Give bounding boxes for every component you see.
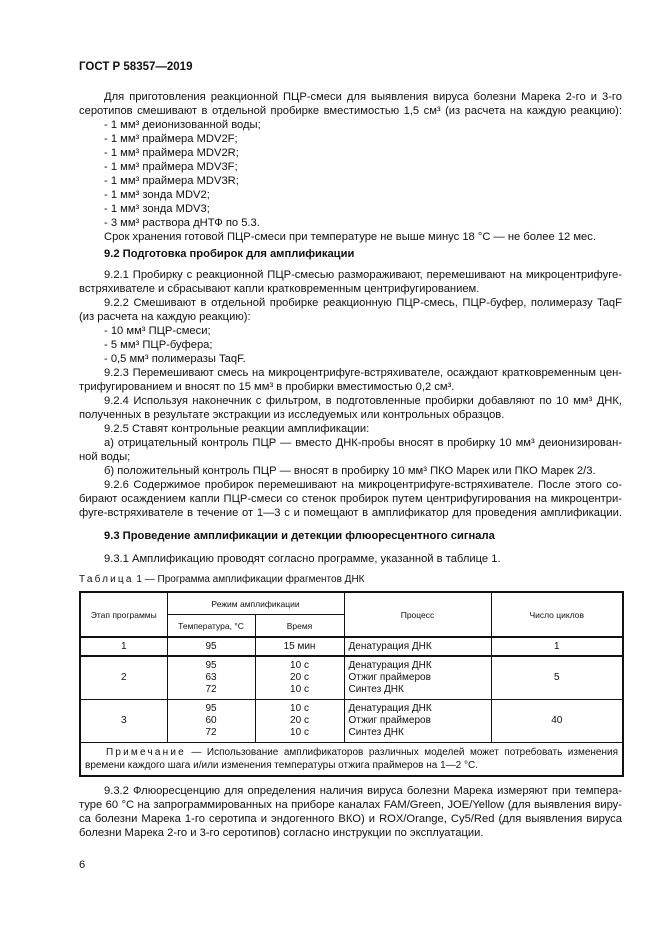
cell-process [344, 656, 491, 699]
text-line: Для приготовления реакционной ПЦР-смеси для выявления вируса болезни Марека 2-го и 3-го [104, 91, 622, 103]
temp-value: 60 [205, 714, 217, 726]
cell-cycles: 40 [491, 699, 623, 742]
header-process: Процесс [344, 592, 491, 637]
header-cycles: Число циклов [491, 592, 623, 637]
text-line: а) отрицательный контроль ПЦР — вместо ДНК-пробы вносят в пробирку 10 мм³ деионизирован- [104, 437, 622, 449]
cell-stage: 1 [80, 637, 167, 656]
cell-time [255, 699, 344, 742]
text-line: 9.2.1 Пробирку с реакционной ПЦР-смесью размораживают, перемешивают на микроцентрифуге- [104, 269, 622, 281]
list-item: - 1 мм³ деионизованной воды; [104, 119, 261, 131]
text-line: б) положительный контроль ПЦР — вносят в пробирку 10 мм³ ПКО Марек или ПКО Марек 2/3. [104, 465, 596, 477]
list-item: - 1 мм³ праймера MDV2F; [104, 133, 238, 145]
cell-cycles: 5 [491, 656, 623, 699]
list-item: - 1 мм³ праймера MDV3F; [104, 161, 238, 173]
text-line: ной воды; [79, 451, 131, 463]
temp-value: 72 [205, 726, 217, 738]
note-line: времени каждого шага и/или изменения температуры отжига праймеров на 1—2 °С. [85, 759, 478, 771]
table-row [80, 637, 623, 656]
text-line: (из расчета на каждую реакцию): [79, 311, 251, 323]
time-value: 10 с [290, 726, 309, 738]
note-text: — Использование амплификаторов различных моделей может потребовать изменения [185, 746, 618, 758]
list-item: - 1 мм³ праймера MDV3R; [104, 175, 239, 187]
time-value: 20 с [290, 714, 309, 726]
process-value: Денатурация ДНК [348, 659, 432, 671]
table-note-row [80, 742, 623, 776]
process-value: Денатурация ДНК [348, 702, 432, 714]
text-line: 9.2.6 Содержимое пробирок перемешивают на микроцентрифуге-встряхивателе. После этого со- [104, 479, 622, 491]
text-line: туре 60 °С на запрограммированных на приборе каналах FAM/Green, JOE/Yellow (для выявления виру- [79, 799, 622, 811]
table-caption-prefix: Таблица [79, 574, 134, 585]
text-line: встряхивателе и сбрасывают капли кратковременным центрифугированием. [79, 283, 480, 295]
document-header: ГОСТ Р 58357—2019 [79, 61, 193, 73]
text-line: са болезни Марека 1-го серотипа и эндогенного ВКО) и ROX/Orange, Cy5/Red (для выявления вируса [79, 813, 622, 825]
cell-process: Денатурация ДНК [344, 637, 491, 656]
table-row [80, 699, 623, 742]
paragraph-9-3-2 [79, 784, 622, 840]
text-line: 9.2.3 Перемешивают смесь на микроцентрифуге-встряхивателе, осаждают кратковременным цен- [104, 367, 622, 379]
table-row [80, 656, 623, 699]
header-time: Время [255, 615, 344, 638]
text-line: серотипов смешивают в отдельной пробирке вместимостью 1,5 см³ (из расчета на каждую реакцию): [79, 105, 622, 117]
text-line: болезни Марека 2-го и 3-го серотипов) согласно инструкции по эксплуатации. [79, 827, 484, 839]
text-line: трифугированием и вносят по 15 мм³ в пробирки вместимостью 0,2 см³. [79, 381, 455, 393]
list-item: - 5 мм³ ПЦР-буфера; [104, 339, 213, 351]
cell-stage: 2 [80, 656, 167, 699]
cell-temperature: 95 [167, 637, 255, 656]
cell-cycles: 1 [491, 637, 623, 656]
temp-value: 95 [205, 659, 217, 671]
process-value: Синтез ДНК [348, 726, 404, 738]
time-value: 10 с [290, 702, 309, 714]
header-temperature: Температура, °С [167, 615, 255, 638]
paragraph-9-3-1: 9.3.1 Амплификацию проводят согласно программе, указанной в таблице 1. [104, 553, 501, 565]
text-line: 9.3.2 Флюоресценцию для определения наличия вируса болезни Марека измеряют при темпера- [104, 785, 622, 797]
note-line [85, 746, 618, 759]
header-stage: Этап программы [80, 592, 167, 637]
cell-temperature [167, 656, 255, 699]
page-number: 6 [79, 859, 86, 871]
cell-stage: 3 [80, 699, 167, 742]
text-line: Срок хранения готовой ПЦР-смеси при температуре не выше минус 18 °С — не более 12 мес. [104, 231, 596, 243]
table-note [80, 742, 623, 776]
cell-process [344, 699, 491, 742]
section-heading-9-3: 9.3 Проведение амплификации и детекции флюоресцентного сигнала [104, 530, 495, 542]
text-line: 9.2.5 Ставят контрольные реакции амплификации: [104, 423, 370, 435]
text-line: полученных в результате экстракции из исследуемых или контрольных образцов. [79, 409, 505, 421]
paragraph-pcr-mix [79, 90, 622, 244]
time-value: 10 с [290, 683, 309, 695]
time-value: 10 с [290, 659, 309, 671]
process-value: Отжиг праймеров [348, 714, 431, 726]
temp-value: 95 [205, 702, 217, 714]
temp-value: 72 [205, 683, 217, 695]
text-line: бирают осаждением капли ПЦР-смеси со стенок пробирок путем центрифугирования на микроцентри- [79, 493, 622, 505]
process-value: Синтез ДНК [348, 683, 404, 695]
list-item: - 10 мм³ ПЦР-смеси; [104, 325, 211, 337]
list-item: - 3 мм³ раствора дНТФ по 5.3. [104, 217, 260, 229]
time-value: 20 с [290, 671, 309, 683]
amplification-table [79, 591, 622, 777]
table-caption-title: 1 — Программа амплификации фрагментов ДНК [133, 574, 365, 585]
text-line: 9.2.2 Смешивают в отдельной пробирке реакционную ПЦР-смесь, ПЦР-буфер, полимеразу TaqF [104, 297, 622, 309]
text-line: фуге-встряхивателе в течение от 1—3 с и помещают в амплификатор для проведения амплификации. [79, 507, 622, 519]
section-9-2-body [79, 268, 622, 520]
list-item: - 1 мм³ праймера MDV2R; [104, 147, 239, 159]
temp-value: 63 [205, 671, 217, 683]
table-caption [79, 574, 622, 585]
header-mode: Режим амплификации [167, 592, 344, 615]
note-label: Примечание [106, 746, 186, 758]
list-item: - 1 мм³ зонда MDV3; [104, 203, 210, 215]
cell-time [255, 656, 344, 699]
list-item: - 0,5 мм³ полимеразы TaqF. [104, 353, 246, 365]
cell-temperature [167, 699, 255, 742]
text-line: 9.2.4 Используя наконечник с фильтром, в подготовленные пробирки добавляют по 10 мм³ ДНК, [104, 395, 622, 407]
section-heading-9-2: 9.2 Подготовка пробирок для амплификации [104, 248, 355, 260]
list-item: - 1 мм³ зонда MDV2; [104, 189, 210, 201]
cell-time: 15 мин [255, 637, 344, 656]
process-value: Отжиг праймеров [348, 671, 431, 683]
